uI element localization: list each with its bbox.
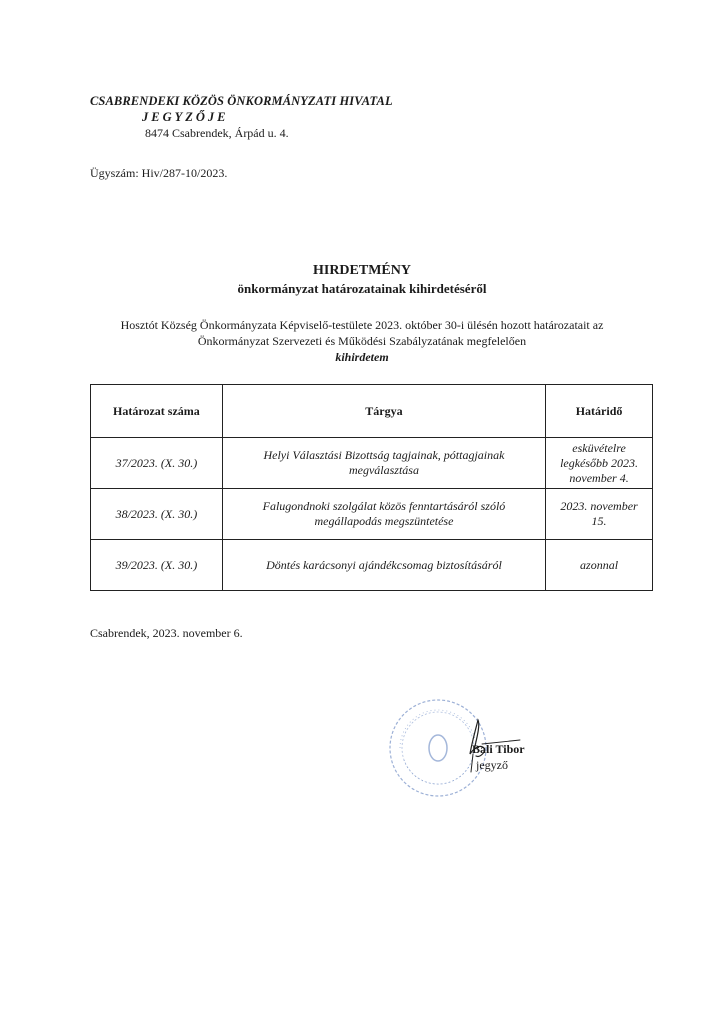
resolutions-table xyxy=(90,384,653,591)
resolution-number: 39/2023. (X. 30.) xyxy=(91,540,223,591)
issuer-address: 8474 Csabrendek, Árpád u. 4. xyxy=(145,126,289,140)
table-header-row xyxy=(91,385,653,438)
resolution-deadline: 2023. november 15. xyxy=(546,489,653,540)
table-row xyxy=(91,540,653,591)
signatory-role: jegyző xyxy=(476,758,508,772)
resolution-deadline xyxy=(546,438,653,489)
header-number: Határozat száma xyxy=(91,385,223,438)
resolution-subject xyxy=(222,438,545,489)
table-row xyxy=(91,489,653,540)
subject-line: Helyi Választási Bizottság tagjainak, póttagjainak xyxy=(263,448,505,462)
document-subtitle: önkormányzat határozatainak kihirdetéséről xyxy=(237,281,487,296)
resolution-subject: Döntés karácsonyi ajándékcsomag biztosításáról xyxy=(222,540,545,591)
deadline-line: esküvételre xyxy=(572,440,626,455)
resolution-number: 37/2023. (X. 30.) xyxy=(91,438,223,489)
resolution-number: 38/2023. (X. 30.) xyxy=(91,489,223,540)
issuer-role: JEGYZŐJE xyxy=(142,110,229,124)
subject-line: megállapodás megszüntetése xyxy=(314,514,454,528)
issuer-organization: CSABRENDEKI KÖZÖS ÖNKORMÁNYZATI HIVATAL xyxy=(90,94,393,108)
file-number: Ügyszám: Hiv/287-10/2023. xyxy=(90,166,228,180)
resolution-subject xyxy=(222,489,545,540)
subject-line: Falugondnoki szolgálat közös fenntartásáról szóló xyxy=(262,499,506,513)
intro-line-3: kihirdetem xyxy=(335,350,389,364)
header-deadline: Határidő xyxy=(546,385,653,438)
signatory-name: Bali Tibor xyxy=(472,742,525,756)
deadline-line: november 4. xyxy=(569,470,629,485)
header-subject: Tárgya xyxy=(222,385,545,438)
intro-line-2: Önkormányzat Szervezeti és Működési Szabályzatának megfelelően xyxy=(197,334,527,348)
resolution-deadline: azonnal xyxy=(546,540,653,591)
subject-line: megválasztása xyxy=(348,463,419,477)
document-title: HIRDETMÉNY xyxy=(312,263,411,278)
intro-line-1: Hosztót Község Önkormányzata Képviselő-testülete 2023. október 30-i ülésén hozott határozatait az xyxy=(120,318,604,332)
place-and-date: Csabrendek, 2023. november 6. xyxy=(90,626,243,640)
table-row xyxy=(91,438,653,489)
deadline-line: legkésőbb 2023. xyxy=(560,455,639,470)
